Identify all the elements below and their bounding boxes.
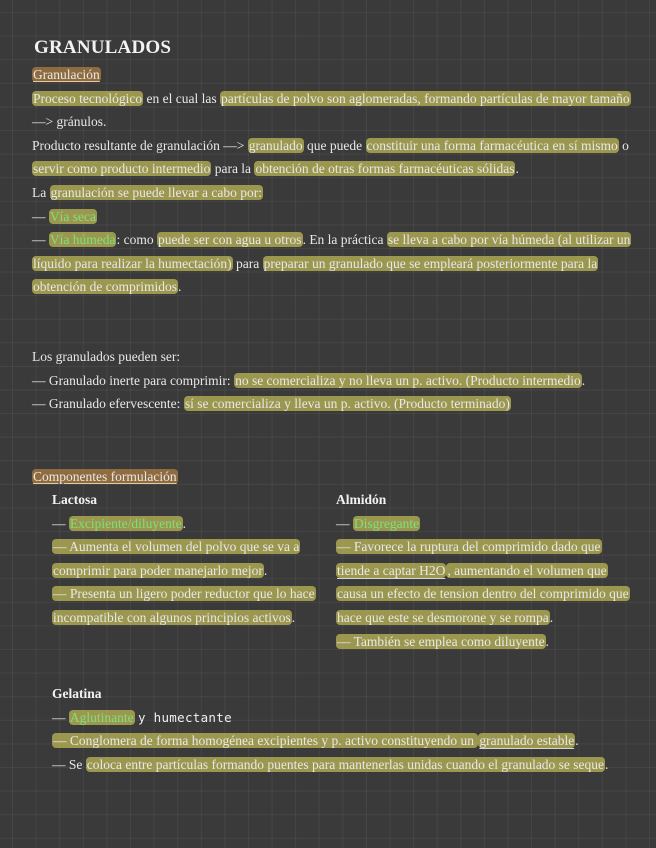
gelatina-title: Gelatina <box>52 686 102 701</box>
lactosa-title: Lactosa <box>52 492 97 507</box>
almidon-item-2: — Favorece la ruptura del comprimido dado que tiende a captar H2O , aumentando el volumen que causa un efecto de tension dentro del comprimido que hace que este se desmorone y se rompa. <box>337 539 629 625</box>
components-section <box>32 465 642 489</box>
inert-granulate-item: — Granulado inerte para comprimir: no se comercializa y no lleva un p. activo. (Producto intermedio. <box>32 372 586 388</box>
product-paragraph: Producto resultante de granulación —> granulado que puede constituir una forma farmacéutica en sí mismo o servir como producto intermedio para la obtención de otras formas farmacéuticas sólidas. <box>32 137 629 177</box>
handwritten-note: y humectante <box>138 709 232 725</box>
gelatina-item-1: — Aglutinante y humectante <box>52 709 232 725</box>
granulacion-heading: Granulación <box>33 67 100 82</box>
almidon-item-1: — Disgregante <box>336 515 420 531</box>
gelatina-item-3: — Se coloca entre partículas formando puentes para mantenerlas unidas cuando el granulado se seque. <box>52 756 609 772</box>
lactosa-item-2: — Aumenta el volumen del polvo que se va a comprimir para poder manejarlo mejor. <box>53 539 300 578</box>
components-heading: Componentes formulación <box>33 469 177 484</box>
lactosa-item-3: — Presenta un ligero poder reductor que lo hace incompatible con algunos principios activos. <box>53 586 315 625</box>
almidon-item-3: — También se emplea como diluyente. <box>337 633 549 649</box>
types-intro: Los granulados pueden ser: <box>32 349 181 364</box>
page-title: GRANULADOS <box>34 37 172 58</box>
granulacion-section <box>32 63 642 299</box>
effervescent-granulate-item: — Granulado efervescente: sí se comercializa y lleva un p. activo. (Producto terminado) <box>32 396 510 412</box>
lactosa-item-1: — Excipiente/diluyente. <box>52 515 186 531</box>
wet-method-item: — Vía húmeda: como puede ser con agua u otros. En la práctica se lleva a cabo por vía húmeda (al utilizar un líquido para realizar la humectación) para preparar un granulado que se empleará posteriormente para la obtención de comprimidos. <box>32 232 631 295</box>
gelatina-item-2: — Conglomera de forma homogénea excipientes y p. activo constituyendo un granulado estable. <box>53 733 579 749</box>
almidon-block <box>336 488 631 653</box>
gelatina-block <box>52 682 632 776</box>
granulado-types-section <box>32 345 642 416</box>
methods-intro: La granulación se puede llevar a cabo por: <box>32 184 263 200</box>
dry-method-item: — Vía seca <box>32 208 96 224</box>
almidon-title: Almidón <box>336 492 387 507</box>
lactosa-block <box>52 488 322 630</box>
definition-paragraph: Proceso tecnológico en el cual las partículas de polvo son aglomeradas, formando partículas de mayor tamaño —> gránulos. <box>32 90 630 130</box>
